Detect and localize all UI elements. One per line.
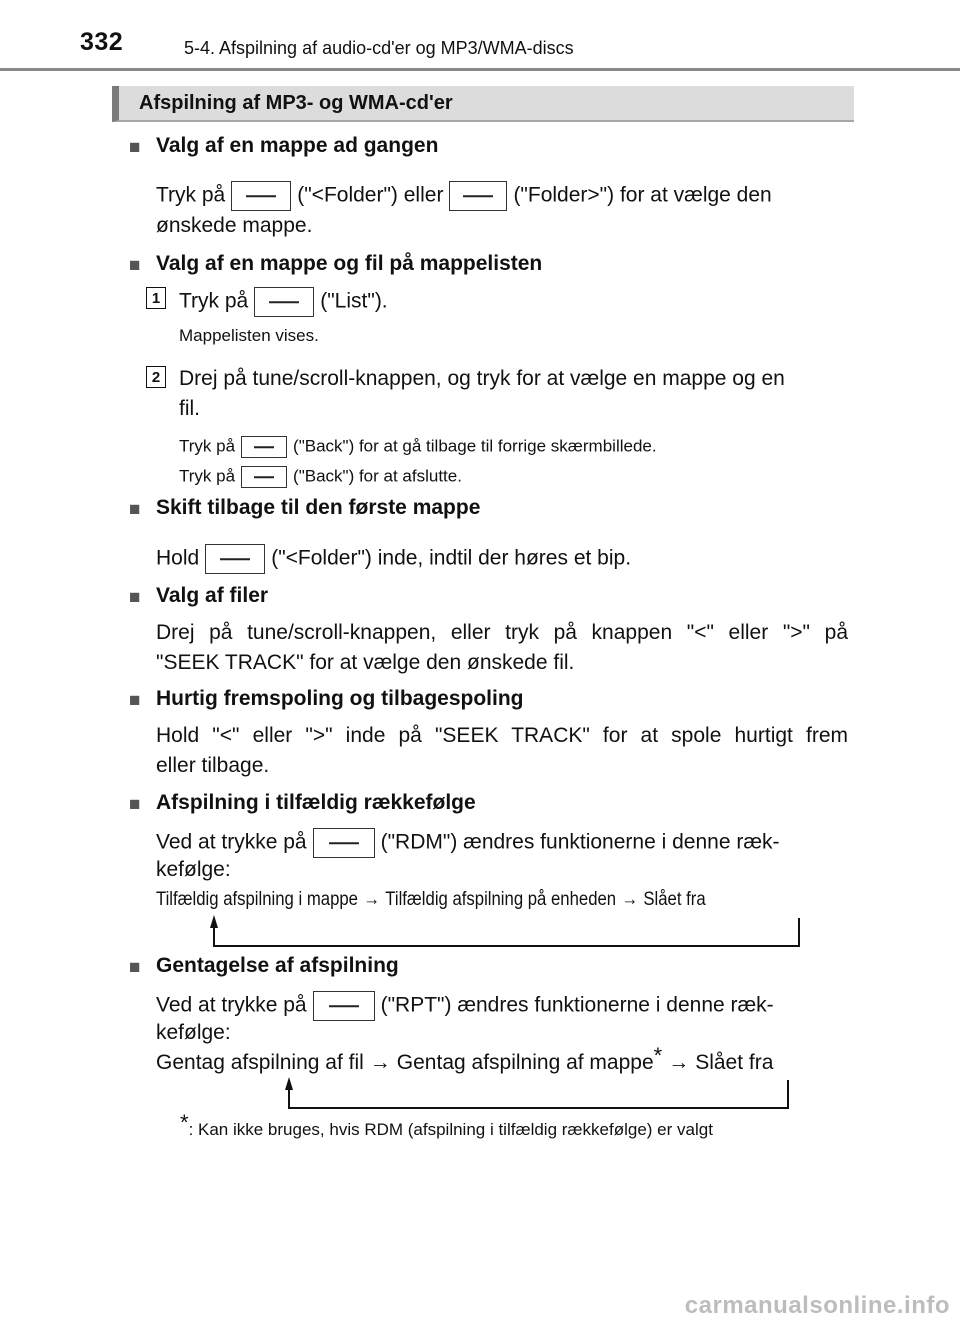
arrow-right-icon: → — [363, 889, 380, 910]
text: Tryk på — [179, 289, 249, 313]
square-bullet-icon: ■ — [129, 587, 141, 608]
text: ("RPT") ændres funktionerne i denne ræk- — [380, 993, 774, 1017]
watermark: carmanualsonline.info — [684, 1292, 950, 1319]
heading-first-folder: Skift tilbage til den første mappe — [156, 496, 481, 519]
folder-next-button-icon — [449, 181, 507, 211]
square-bullet-icon: ■ — [129, 957, 141, 978]
cycle-loop-arrow-icon — [200, 912, 810, 952]
step2-line2: fil. — [179, 397, 200, 420]
sequence-item: Gentag afspilning af fil — [156, 1051, 364, 1074]
text: Ved at trykke på — [156, 993, 307, 1017]
fast-forward-line2: eller tilbage. — [156, 754, 270, 777]
back-note-1 — [179, 436, 657, 458]
heading-random: Afspilning i tilfældig rækkefølge — [156, 791, 476, 814]
cycle-loop-arrow-icon — [275, 1074, 800, 1114]
arrow-right-icon: → — [668, 1051, 690, 1074]
repeat-line1 — [156, 991, 774, 1021]
list-button-icon — [254, 287, 314, 317]
section-title: Afspilning af MP3- og WMA-cd'er — [139, 92, 453, 114]
sequence-item: Gentag afspilning af mappe — [396, 1051, 654, 1074]
fast-forward-line1: Hold "<" eller ">" inde på "SEEK TRACK" for at spole hurtigt frem — [156, 724, 848, 747]
text: ("Folder>") for at vælge den — [513, 183, 772, 207]
arrow-right-icon: → — [621, 889, 639, 910]
square-bullet-icon: ■ — [129, 794, 141, 815]
text: Hold — [156, 546, 200, 570]
step-number-2: 2 — [146, 366, 166, 388]
select-files-line1: Drej på tune/scroll-knappen, eller tryk på knappen "<" eller ">" på — [156, 621, 848, 644]
rdm-button-icon — [313, 828, 375, 858]
repeat-sequence — [156, 1043, 774, 1075]
folder-select-line1 — [156, 181, 772, 211]
header-divider — [0, 68, 960, 71]
sequence-item: Tilfældig afspilning på enheden — [385, 889, 617, 910]
step-number-1: 1 — [146, 287, 166, 309]
step2-line1: Drej på tune/scroll-knappen, og tryk for at vælge en mappe og en — [179, 367, 785, 390]
chapter-title: 5-4. Afspilning af audio-cd'er og MP3/WMA-discs — [184, 38, 574, 58]
back-note-2 — [179, 466, 462, 488]
text: ("Back") for at afslutte. — [293, 466, 462, 486]
folder-prev-button-icon — [231, 181, 291, 211]
random-sequence — [156, 889, 706, 911]
text: Tryk på — [179, 466, 236, 486]
text: : Kan ikke bruges, hvis RDM (afspilning i tilfældig rækkefølge) er valgt — [188, 1120, 713, 1139]
text: Ved at trykke på — [156, 830, 307, 854]
select-files-line2: "SEEK TRACK" for at vælge den ønskede fil. — [156, 651, 575, 674]
square-bullet-icon: ■ — [129, 499, 141, 520]
sequence-item: Slået fra — [695, 1051, 774, 1074]
text: ("RDM") ændres funktionerne i denne ræk- — [380, 830, 780, 854]
repeat-line2: kefølge: — [156, 1021, 231, 1044]
random-line1 — [156, 828, 780, 858]
asterisk-mark: * — [653, 1043, 663, 1068]
footnote — [180, 1110, 713, 1140]
footnote-asterisk: * — [180, 1110, 189, 1136]
text: ("<Folder") inde, indtil der høres et bip. — [271, 546, 632, 570]
heading-repeat: Gentagelse af afspilning — [156, 954, 399, 977]
back-button-icon — [241, 436, 287, 458]
heading-folder-list: Valg af en mappe og fil på mappelisten — [156, 252, 543, 275]
first-folder-line — [156, 544, 631, 574]
folder-prev-button-icon — [205, 544, 265, 574]
text: ("List"). — [320, 289, 388, 313]
sequence-item: Slået fra — [643, 889, 706, 910]
text: ("Back") for at gå tilbage til forrige skærmbillede. — [293, 436, 657, 456]
text: ("<Folder") eller — [297, 183, 444, 207]
heading-folder-select: Valg af en mappe ad gangen — [156, 134, 439, 157]
step1-line — [179, 287, 388, 317]
text: Tryk på — [156, 183, 226, 207]
arrow-right-icon: → — [369, 1051, 391, 1074]
square-bullet-icon: ■ — [129, 255, 141, 276]
square-bullet-icon: ■ — [129, 690, 141, 711]
text: Tryk på — [179, 436, 236, 456]
square-bullet-icon: ■ — [129, 137, 141, 158]
heading-select-files: Valg af filer — [156, 584, 269, 607]
page-number: 332 — [80, 28, 124, 56]
sequence-item: Tilfældig afspilning i mappe — [156, 889, 358, 910]
folder-select-line2: ønskede mappe. — [156, 214, 313, 237]
heading-fast-forward: Hurtig fremspoling og tilbagespoling — [156, 687, 524, 710]
random-line2: kefølge: — [156, 858, 231, 881]
rpt-button-icon — [313, 991, 375, 1021]
back-button-icon — [241, 466, 287, 488]
section-header — [112, 86, 854, 122]
step1-note: Mappelisten vises. — [179, 326, 319, 345]
